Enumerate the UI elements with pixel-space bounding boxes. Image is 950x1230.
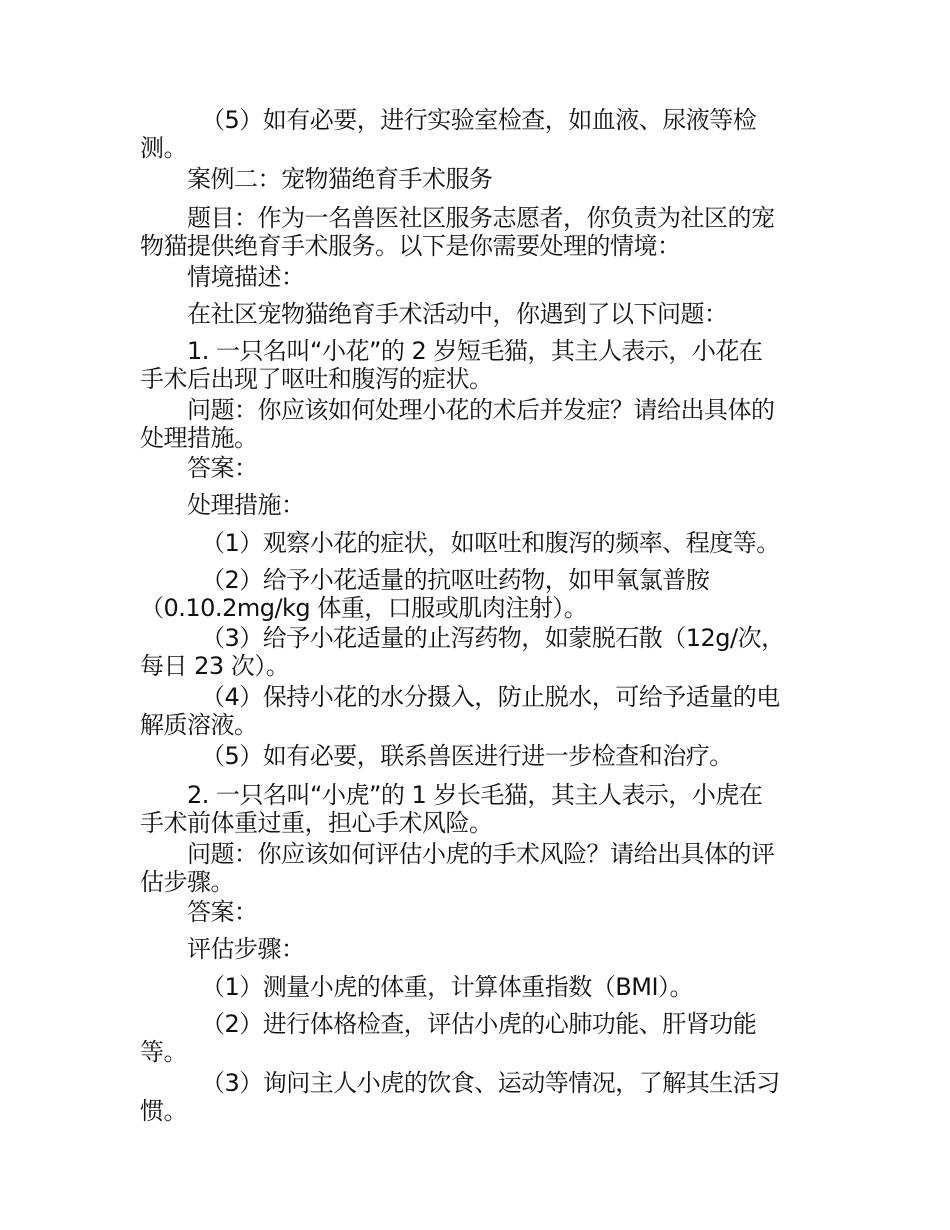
case-xiaohua (140, 337, 812, 393)
text-line: 1. 一只名叫“小花”的 2 岁短毛猫，其主人表示，小花在 (187, 337, 763, 365)
case-two-heading (140, 165, 812, 193)
text-line: 答案： (187, 454, 258, 482)
text-line: （1）观察小花的症状，如呕吐和腹泻的频率、程度等。 (201, 529, 780, 557)
paragraph-lab-test (140, 106, 812, 162)
text-line: 惯。 (140, 1097, 187, 1125)
text-line: （3）询问主人小虎的饮食、运动等情况，了解其生活习 (201, 1069, 780, 1097)
text-line: 处理措施： (187, 491, 305, 519)
text-line: 问题：你应该如何评估小虎的手术风险？请给出具体的评 (187, 840, 775, 868)
measure-5 (140, 742, 812, 770)
text-line: （4）保持小花的水分摄入，防止脱水，可给予适量的电 (201, 683, 780, 711)
text-line: 在社区宠物猫绝育手术活动中，你遇到了以下问题： (187, 300, 728, 328)
answer-label-2 (140, 898, 812, 926)
text-line: 估步骤。 (140, 868, 234, 896)
case-xiaohu (140, 781, 812, 837)
question-xiaohua (140, 396, 812, 452)
text-line: 评估步骤： (187, 935, 305, 963)
paragraph-question-intro (140, 204, 812, 260)
scenario-heading (140, 263, 812, 291)
text-line: 情境描述： (187, 263, 305, 291)
measure-3 (140, 624, 812, 680)
text-line: 手术前体重过重，担心手术风险。 (140, 809, 493, 837)
text-line: 物猫提供绝育手术服务。以下是你需要处理的情境： (140, 232, 681, 260)
text-line: 案例二：宠物猫绝育手术服务 (187, 165, 493, 193)
text-line: 解质溶液。 (140, 711, 258, 739)
text-line: 问题：你应该如何处理小花的术后并发症？请给出具体的 (187, 396, 775, 424)
text-line: （3）给予小花适量的止泻药物，如蒙脱石散（12g/次， (201, 624, 785, 652)
text-line: （2）给予小花适量的抗呕吐药物，如甲氧氯普胺 (201, 566, 710, 594)
assessment-step-2 (140, 1010, 812, 1066)
scenario-intro (140, 300, 812, 328)
text-line: 测。 (140, 134, 187, 162)
assessment-step-3 (140, 1069, 812, 1125)
text-line: 每日 23 次）。 (140, 652, 290, 680)
text-line: （1）测量小虎的体重，计算体重指数（BMI）。 (201, 973, 694, 1001)
measure-1 (140, 529, 812, 557)
text-line: （5）如有必要，联系兽医进行进一步检查和治疗。 (201, 742, 733, 770)
text-line: （0.10.2mg/kg 体重，口服或肌肉注射）。 (140, 594, 588, 622)
measures-heading (140, 491, 812, 519)
question-xiaohu (140, 840, 812, 896)
text-line: （2）进行体格检查，评估小虎的心肺功能、肝肾功能 (201, 1010, 757, 1038)
text-line: 等。 (140, 1038, 187, 1066)
text-line: 题目：作为一名兽医社区服务志愿者，你负责为社区的宠 (187, 204, 775, 232)
assessment-step-1 (140, 973, 812, 1001)
text-line: 手术后出现了呕吐和腹泻的症状。 (140, 365, 493, 393)
measure-4 (140, 683, 812, 739)
text-line: 答案： (187, 898, 258, 926)
text-line: 处理措施。 (140, 424, 258, 452)
text-line: （5）如有必要，进行实验室检查，如血液、尿液等检 (201, 106, 757, 134)
answer-label (140, 454, 812, 482)
measure-2 (140, 566, 812, 622)
text-line: 2. 一只名叫“小虎”的 1 岁长毛猫，其主人表示，小虎在 (187, 781, 763, 809)
assessment-heading (140, 935, 812, 963)
